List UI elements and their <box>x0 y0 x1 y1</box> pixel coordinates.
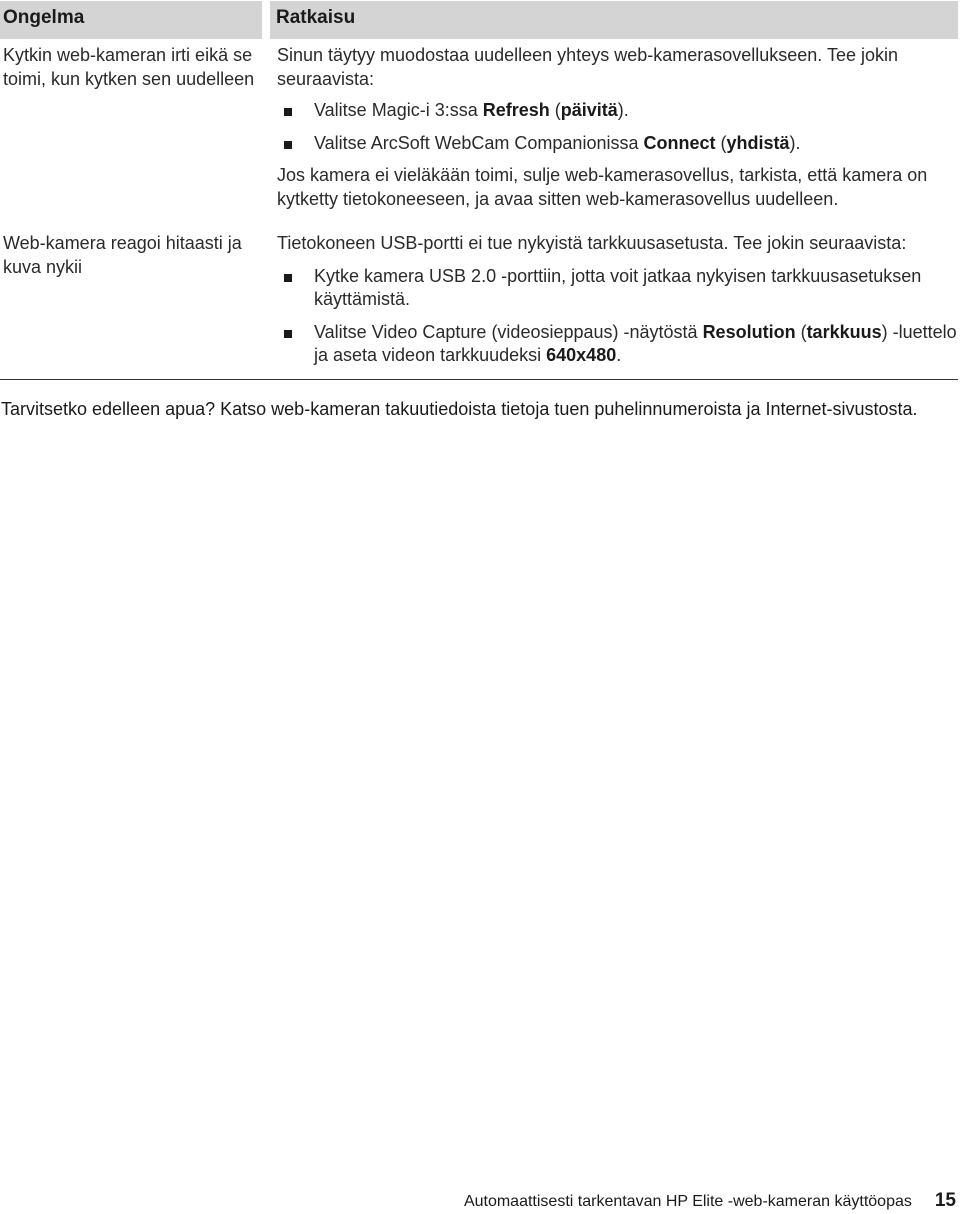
solution-intro: Tietokoneen USB-portti ei tue nykyistä tarkkuusasetusta. Tee jokin seuraavista: <box>277 233 907 253</box>
list-item <box>277 99 957 123</box>
item-text: . <box>616 345 622 365</box>
square-bullet-icon <box>284 108 292 116</box>
item-bold-term: Connect <box>643 132 716 153</box>
solution-intro: Sinun täytyy muodostaa uudelleen yhteys web-kamerasovellukseen. Tee jokin seuraavista: <box>277 45 899 89</box>
item-text: Valitse Video Capture (videosieppaus) -näytöstä <box>314 321 703 342</box>
footer-title: Automaattisesti tarkentavan HP Elite -web-kameran käyttöopas <box>463 1193 912 1210</box>
item-text: ( <box>715 132 727 153</box>
list-item <box>277 321 957 368</box>
solution-cell <box>277 232 957 368</box>
item-bold-term: Refresh <box>482 100 550 120</box>
item-text: Kytke kamera USB 2.0 -porttiin, jotta voit jatkaa nykyisen tarkkuusasetuksen käyttämistä. <box>314 265 922 309</box>
solution-note: Jos kamera ei vieläkään toimi, sulje web-kamerasovellus, tarkista, että kamera on kytketty tietokoneeseen, ja avaa sitten web-kamerasovellus uudelleen. <box>277 165 928 209</box>
list-item <box>277 265 957 312</box>
item-text: ( <box>549 100 561 120</box>
header-problem: Ongelma <box>0 1 262 39</box>
item-bold-term: päivitä <box>560 100 618 120</box>
solution-cell <box>277 44 957 211</box>
square-bullet-icon <box>284 141 292 149</box>
header-gap <box>262 1 270 39</box>
header-solution: Ratkaisu <box>270 1 958 39</box>
page-number: 15 <box>934 1190 956 1211</box>
page-footer <box>464 1190 956 1212</box>
solution-list <box>277 99 957 155</box>
item-bold-term: tarkkuus <box>806 321 882 342</box>
item-bold-term: 640x480 <box>546 345 617 365</box>
item-text: Valitse Magic-i 3:ssa <box>314 100 483 120</box>
list-item <box>277 132 957 156</box>
solution-list <box>277 265 957 368</box>
item-text: ( <box>795 321 807 342</box>
item-text: ) -luettelo ja aseta videon tarkkuudeksi <box>314 321 957 365</box>
item-bold-term: Resolution <box>702 321 796 342</box>
item-text: ). <box>789 132 801 153</box>
table-header <box>0 1 958 39</box>
item-bold-term: yhdistä <box>726 132 790 153</box>
square-bullet-icon <box>284 330 292 338</box>
item-text: ). <box>617 100 629 120</box>
problem-cell: Kytkin web-kameran irti eikä se toimi, kun kytken sen uudelleen <box>3 45 255 89</box>
table-bottom-rule <box>0 379 958 380</box>
problem-cell: Web-kamera reagoi hitaasti ja kuva nykii <box>3 233 242 277</box>
help-text: Tarvitsetko edelleen apua? Katso web-kameran takuutiedoista tietoja tuen puhelinnumeroista ja Internet-sivustosta. <box>1 399 918 419</box>
item-text: Valitse ArcSoft WebCam Companionissa <box>314 132 644 153</box>
square-bullet-icon <box>284 274 292 282</box>
